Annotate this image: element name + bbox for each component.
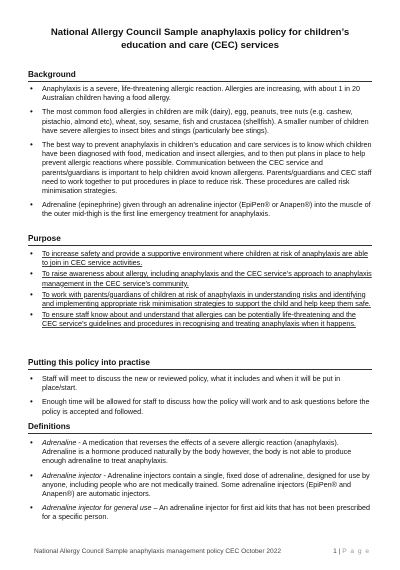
definition-text: - Adrenaline injectors contain a single, fixed dose of adrenaline, designed for use by anyone, including people who are not medically trained. Some adrenaline injectors (EpiPen® and Anapen®) are automatic injectors. <box>42 470 370 499</box>
list-item <box>28 249 372 267</box>
background-list <box>28 84 372 224</box>
list-item <box>28 290 372 308</box>
definition-text: - A medication that reverses the effects of a severe allergic reaction (anaphylaxis). Adrenaline is a hormone produced naturally by the body however, the body is not able to produce enough adrenaline to treat anaphylaxis. <box>42 438 352 466</box>
definition-term: Adrenaline injector for general use <box>42 503 152 513</box>
list-item-text: To increase safety and provide a supportive environment where children at risk of anaphylaxis are able to join in CEC service activities. <box>42 249 369 268</box>
section-heading-practise: Putting this policy into practise <box>28 358 372 370</box>
list-item: • Anaphylaxis is a severe, life-threatening allergic reaction. Allergies are increasing, with about 1 in 20 Australian children having a food allergy. <box>28 84 372 102</box>
definition-item <box>28 438 372 466</box>
list-item: • The best way to prevent anaphylaxis in children’s education and care services is to know which children have been diagnosed with food, medication and insect allergies, and to then put plans in place to help prevent allergic reactions where possible. Communication between the CEC service and parents/guardians is important to help children avoid known allergens. Parents/guardians and CEC staff need to work together to put procedures in place to reduce risk. These procedures are called risk minimisation strategies. <box>28 140 372 195</box>
practise-list <box>28 374 372 421</box>
section-heading-purpose: Purpose <box>28 234 372 246</box>
definition-term: Adrenaline <box>42 438 77 447</box>
page-title: National Allergy Council Sample anaphylaxis policy for children’s education and care (CEC) services <box>50 27 350 51</box>
list-item-text: To raise awareness about allergy, including anaphylaxis and the CEC service’s approach to anaphylaxis management in the CEC service’s community. <box>42 269 372 288</box>
list-item: • Staff will meet to discuss the new or reviewed policy, what it includes and when it will be put in place/start. <box>28 374 372 392</box>
definitions-list <box>28 438 372 527</box>
page-number-separator: | <box>336 548 343 555</box>
definition-item <box>28 471 372 499</box>
definition-term: Adrenaline injector <box>42 470 102 480</box>
page-number <box>333 548 370 555</box>
list-item: • Adrenaline (epinephrine) given through an adrenaline injector (EpiPen® or Anapen®) into the muscle of the outer mid-thigh is the first line emergency treatment for anaphylaxis. <box>28 200 372 218</box>
definition-item <box>28 503 372 521</box>
footer-text: National Allergy Council Sample anaphylaxis management policy CEC October 2022 <box>34 548 282 555</box>
list-item <box>28 310 372 328</box>
list-item: • Enough time will be allowed for staff to discuss how the policy will work and to ask questions before the policy is accepted and followed. <box>28 397 372 415</box>
page-footer <box>34 548 370 555</box>
list-item: • The most common food allergies in children are milk (dairy), egg, peanuts, tree nuts (e.g. cashew, pistachio, almond etc), wheat, soy, sesame, fish and crustacea (shellfish). A smaller number of children have severe allergies to insect bites and stings (particularly bee stings). <box>28 107 372 135</box>
list-item-text: To ensure staff know about and understand that allergies can be potentially life-threatening and the CEC service’s guidelines and procedures in recognising and treating anaphylaxis when it happens. <box>42 310 356 329</box>
list-item-text: To work with parents/guardians of children at risk of anaphylaxis in understanding risks and identifying and implementing appropriate risk minimisation strategies to support the child and help keep them safe. <box>42 289 371 309</box>
page-label: P a g e <box>342 548 370 555</box>
page-number-value: 1 <box>333 548 337 555</box>
section-heading-definitions: Definitions <box>28 422 372 434</box>
section-heading-background: Background <box>28 70 372 82</box>
definition-text: – An adrenaline injector for first aid kits that has not been prescribed for a specific person. <box>42 503 371 522</box>
purpose-list <box>28 249 372 331</box>
list-item <box>28 269 372 287</box>
